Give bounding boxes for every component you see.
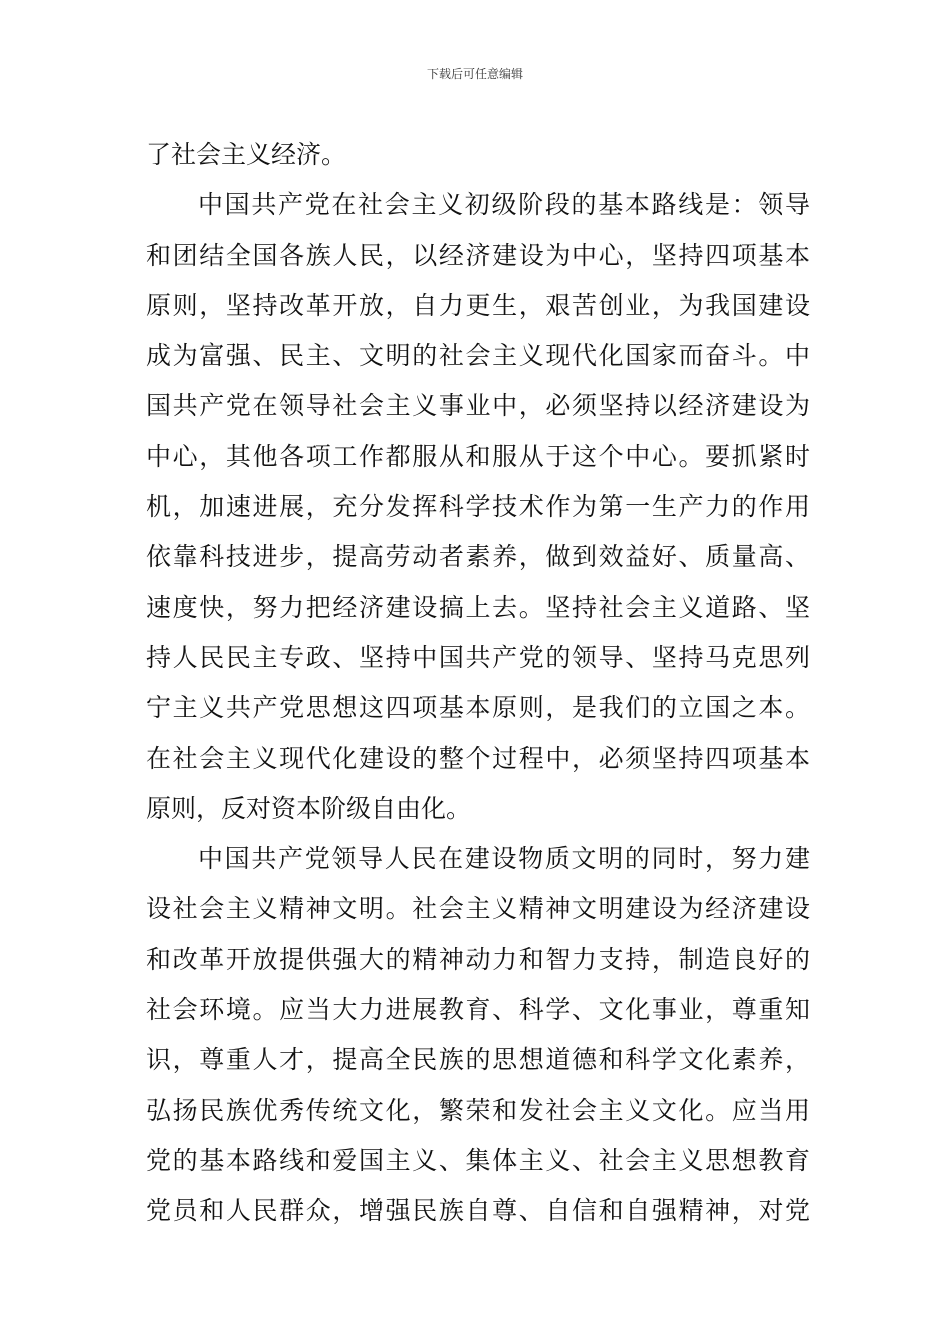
paragraph-line: 在社会主义现代化建设的整个过程中，必须坚持四项基本 bbox=[146, 743, 810, 773]
paragraph-line: 了社会主义经济。 bbox=[146, 140, 347, 169]
paragraph-line: 识，尊重人才，提高全民族的思想道德和科学文化素养， bbox=[146, 1045, 810, 1075]
document-body bbox=[146, 130, 810, 1237]
paragraph-line: 国共产党在领导社会主义事业中，必须坚持以经济建设为 bbox=[146, 391, 810, 421]
paragraph-line: 速度快，努力把经济建设搞上去。坚持社会主义道路、坚 bbox=[146, 592, 810, 622]
paragraph-line: 和改革开放提供强大的精神动力和智力支持，制造良好的 bbox=[146, 944, 810, 974]
paragraph-line: 原则，反对资本阶级自由化。 bbox=[146, 793, 472, 823]
page-header: 下载后可任意编辑 bbox=[426, 67, 523, 81]
paragraph-line: 中心，其他各项工作都服从和服从于这个中心。要抓紧时 bbox=[146, 441, 810, 471]
paragraph-line: 党的基本路线和爱国主义、集体主义、社会主义思想教育 bbox=[146, 1145, 810, 1175]
paragraph-line: 社会环境。应当大力进展教育、科学、文化事业，尊重知 bbox=[146, 995, 810, 1025]
paragraph-line: 中国共产党在社会主义初级阶段的基本路线是：领导 bbox=[198, 190, 810, 220]
paragraph-line: 设社会主义精神文明。社会主义精神文明建设为经济建设 bbox=[146, 894, 810, 924]
paragraph-line: 依靠科技进步，提高劳动者素养，做到效益好、质量高、 bbox=[146, 542, 810, 572]
paragraph-line: 弘扬民族优秀传统文化，繁荣和发社会主义文化。应当用 bbox=[146, 1095, 810, 1125]
paragraph-line: 成为富强、民主、文明的社会主义现代化国家而奋斗。中 bbox=[146, 341, 810, 371]
paragraph-line: 机，加速进展，充分发挥科学技术作为第一生产力的作用 bbox=[146, 492, 810, 522]
paragraph-line: 宁主义共产党思想这四项基本原则，是我们的立国之本。 bbox=[146, 693, 810, 723]
paragraph-line: 持人民民主专政、坚持中国共产党的领导、坚持马克思列 bbox=[146, 642, 810, 672]
paragraph-line: 中国共产党领导人民在建设物质文明的同时，努力建 bbox=[198, 844, 810, 874]
paragraph-line: 党员和人民群众，增强民族自尊、自信和自强精神，对党 bbox=[146, 1196, 810, 1226]
paragraph-line: 原则，坚持改革开放，自力更生，艰苦创业，为我国建设 bbox=[146, 290, 810, 320]
paragraph-line: 和团结全国各族人民，以经济建设为中心，坚持四项基本 bbox=[146, 240, 810, 270]
